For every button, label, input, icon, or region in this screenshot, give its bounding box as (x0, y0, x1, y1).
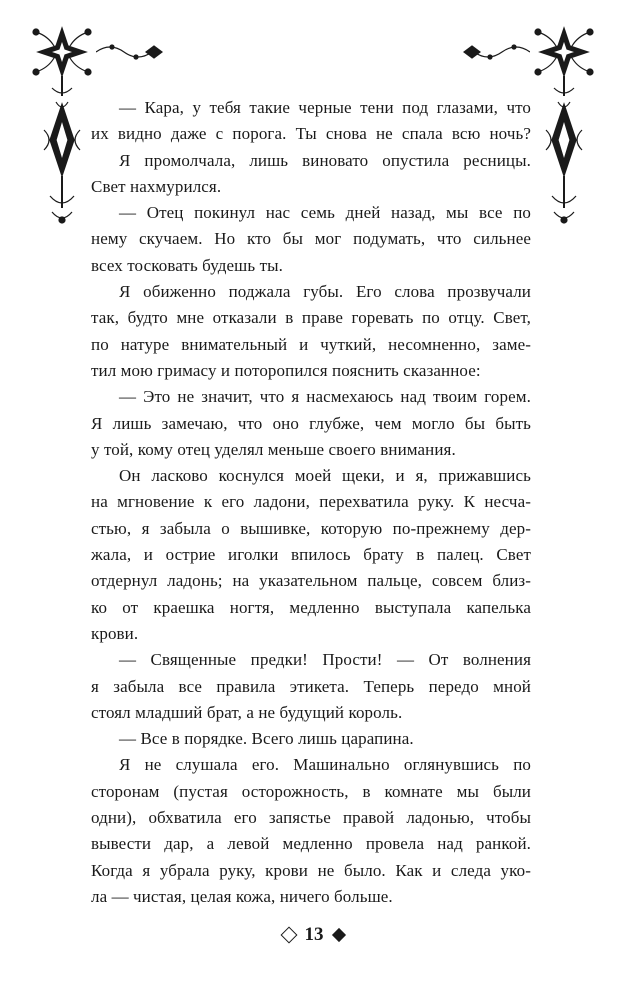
pillar-ornament-right-icon (542, 100, 586, 228)
text-line: жала, и острие иголки впилось брату в палец. Свет (91, 545, 531, 565)
text-line: у той, кому отец уделял меньше своего внимания. (91, 439, 456, 459)
text-line: ла — чистая, целая кожа, ничего больше. (91, 886, 393, 906)
text-line: Когда я убрала руку, крови не было. Как и следа уко- (91, 860, 531, 880)
text-line: Я лишь замечаю, что оно глубже, чем могло бы быть (91, 413, 531, 433)
text-line: Я не слушала его. Машинально оглянувшись по (119, 755, 531, 775)
diamond-outline-icon (280, 927, 297, 944)
text-line: — Это не значит, что я насмехаюсь над твоим горем. (119, 387, 531, 407)
text-line: всех тосковать будешь ты. (91, 255, 283, 275)
text-line: на мгновение к его ладони, перехватила руку. К несча- (91, 492, 531, 512)
text-line: Я обиженно поджала губы. Его слова прозвучали (119, 282, 531, 302)
text-line: — Священные предки! Прости! — От волнения (119, 650, 531, 670)
text-line: нему скучаем. Но кто бы мог подумать, что сильнее (91, 229, 531, 249)
page-footer (0, 924, 626, 946)
diamond-filled-icon (331, 928, 345, 942)
text-line: одни), обхватила его запястье правой ладонью, чтобы (91, 808, 531, 828)
pillar-ornament-left-icon (40, 100, 84, 228)
text-line: вывести дар, а левой медленно провела над ранкой. (91, 834, 531, 854)
text-line: — Отец покинул нас семь дней назад, мы все по (119, 203, 531, 223)
text-line: сторонам (пустая осторожность, в комнате мы были (91, 781, 531, 801)
text-line: Свет нахмурился. (91, 176, 222, 196)
page-number: 13 (304, 924, 324, 945)
text-line: отдернул ладонь; на указательном пальце, совсем близ- (91, 571, 531, 591)
text-line: Я промолчала, лишь виновато опустила ресницы. (119, 150, 531, 170)
text-line: их видно даже с порога. Ты снова не спала всю ночь? (91, 124, 531, 144)
vine-flourish-left-icon (96, 42, 166, 62)
text-line: по натуре внимательный и чуткий, несомненно, заме- (91, 334, 531, 354)
text-line: я забыла все правила этикета. Теперь передо мной (91, 676, 531, 696)
text-line: — Кара, у тебя такие черные тени под глазами, что (119, 98, 531, 117)
text-line: стоял младший брат, а не будущий король. (91, 702, 403, 722)
body-text (91, 95, 531, 910)
vine-flourish-right-icon (460, 42, 530, 62)
text-line: Он ласково коснулся моей щеки, и я, прижавшись (119, 466, 531, 486)
text-line: тил мою гримасу и поторопился пояснить сказанное: (91, 360, 481, 380)
text-line: стью, я забыла о вышивке, которую по-прежнему дер- (91, 518, 531, 538)
text-line: так, будто мне отказали в праве горевать по отцу. Свет, (91, 308, 531, 328)
text-line: — Все в порядке. Всего лишь царапина. (119, 729, 414, 749)
text-line: крови. (91, 623, 139, 643)
text-line: ко от краешка ногтя, медленно выступала капелька (91, 597, 531, 617)
